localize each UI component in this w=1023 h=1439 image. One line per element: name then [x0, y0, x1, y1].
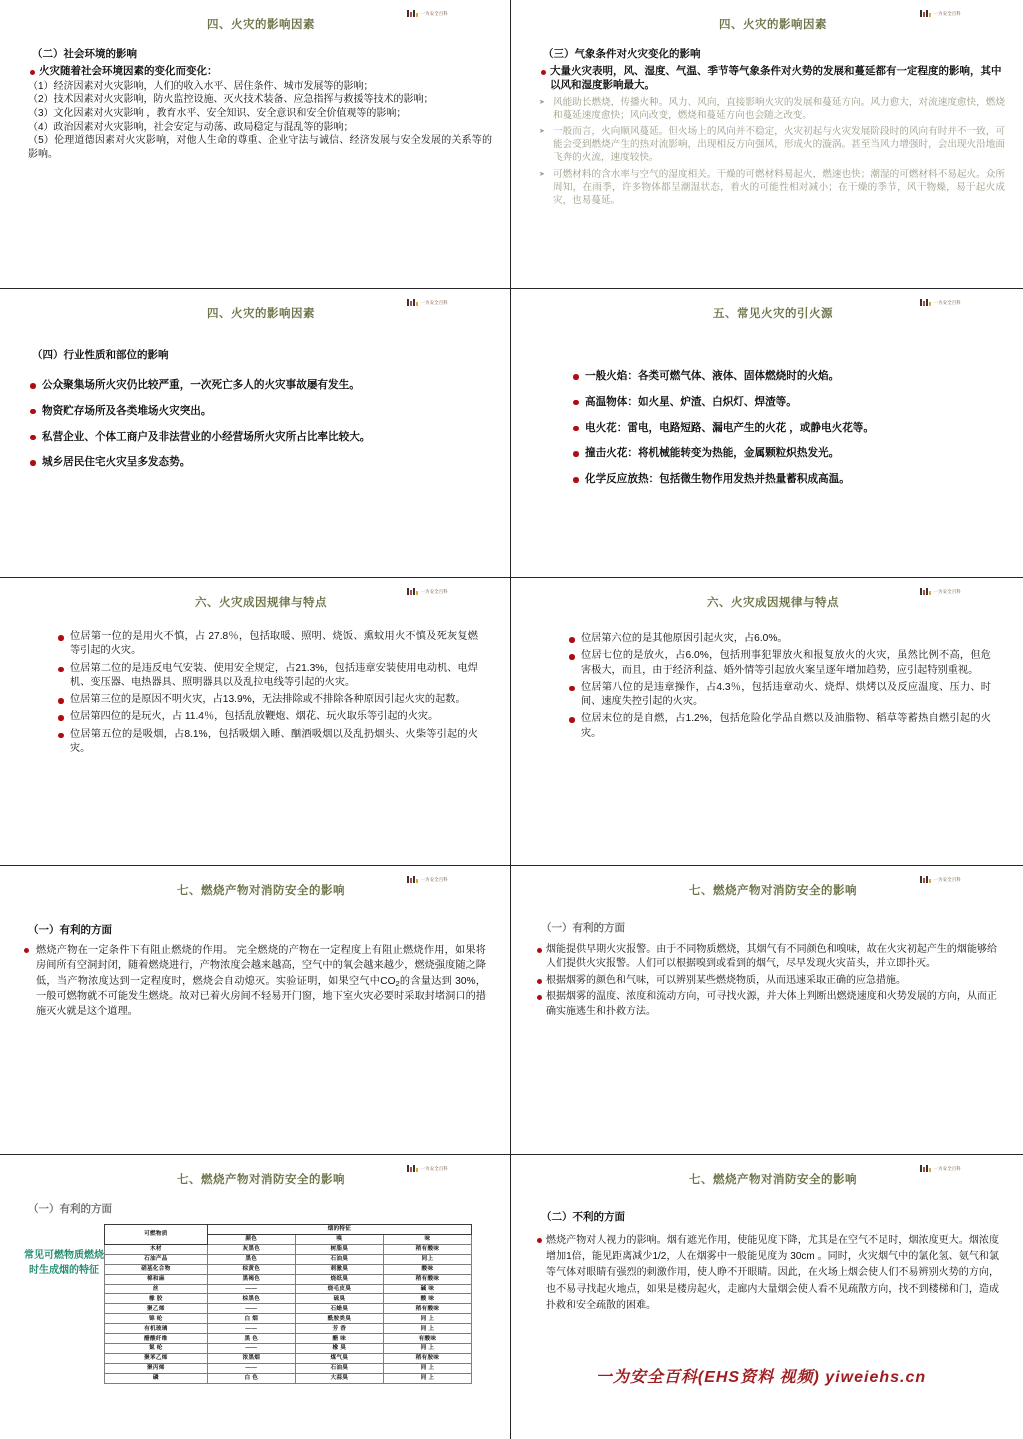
list-item: 位居第六位的是其他原因引起火灾，占6.0%。	[567, 632, 991, 646]
slide-body	[10, 46, 500, 161]
brand-logo	[920, 1165, 961, 1172]
slide-title: 七、燃烧产物对消防安全的影响	[177, 1174, 345, 1186]
list-item: 电火花：雷电，电路短路、漏电产生的火花 ，或静电火花等。	[571, 421, 989, 436]
table-cell: ——	[207, 1304, 295, 1314]
paragraph-part-2: 的含量达到 30%，一般可燃物就不可能发生燃烧。故对已着火房间不轻易开门窗，地下室火灾必要时采取封堵洞口的措施灭火就是这个道理。	[36, 975, 486, 1018]
table-row	[105, 1254, 472, 1264]
table-cell: 棉和麻	[105, 1274, 208, 1284]
list-item: 公众聚集场所火灾仍比较严重，一次死亡多人的火灾事故屡有发生。	[28, 378, 492, 393]
brand-logo	[920, 10, 961, 17]
slide-title: 五、常见火灾的引火源	[713, 308, 833, 320]
table-cell: 烧毛皮臭	[295, 1284, 383, 1294]
slide-4	[511, 289, 1023, 578]
table-cell: 木材	[105, 1244, 208, 1254]
slide-body	[10, 347, 500, 470]
list-item: 位居第一位的是用火不慎，占 27.8％，包括取暖、照明、烧饭、熏蚊用火不慎及死灰复燃等引起的火灾。	[56, 630, 478, 659]
slide-1	[0, 0, 511, 289]
list-item: 一般火焰：各类可燃气体、液体、固体燃烧时的火焰。	[571, 369, 989, 384]
logo-mark-icon	[407, 299, 418, 306]
slide-body	[521, 46, 1013, 207]
list-item: 撞击火花：将机械能转变为热能，金属颗粒炽热发光。	[571, 446, 989, 461]
logo-label: 一为安全百科	[420, 876, 448, 882]
body-paragraph: （1）经济因素对火灾影响，人们的收入水平、居住条件、城市发展等的影响；	[28, 80, 374, 92]
slide-7	[0, 866, 511, 1155]
table-cell: ——	[207, 1324, 295, 1334]
table-header-cell: 嗅	[295, 1234, 383, 1244]
table-header-cell: 味	[383, 1234, 471, 1244]
table-cell: 橡 臭	[295, 1344, 383, 1354]
section-subheading: （二）不利的方面	[541, 1211, 625, 1223]
slide-body	[521, 920, 1013, 1019]
bullet-list	[567, 632, 991, 741]
table-cell: 同上	[383, 1254, 471, 1264]
table-cell: 有酸味	[383, 1334, 471, 1344]
table-cell: 棕黑色	[207, 1294, 295, 1304]
logo-mark-icon	[920, 10, 931, 17]
list-item: 位居末位的是自燃，占1.2%，包括危险化学品自燃以及油脂物、稻草等蓄热自燃引起的火灾。	[567, 712, 991, 741]
logo-mark-icon	[407, 876, 418, 883]
table-cell: 酸 味	[383, 1294, 471, 1304]
logo-mark-icon	[407, 1165, 418, 1172]
table-row	[105, 1244, 472, 1254]
list-item: 位居第五位的是吸烟，占8.1%，包括吸烟入睡、酗酒吸烟以及乱扔烟头、火柴等引起的火灾。	[56, 728, 478, 757]
table-cell: 稍有胺味	[383, 1353, 471, 1363]
table-cell: 同 上	[383, 1314, 471, 1324]
list-item: 位居第八位的是违章操作，占4.3％，包括违章动火、烧焊、烘烤以及反应温度、压力、时间、速度失控引起的火灾。	[567, 681, 991, 710]
table-cell: 有机玻璃	[105, 1324, 208, 1334]
section-subheading: （二）社会环境的影响	[32, 48, 137, 60]
list-item: 位居第四位的是玩火，占 11.4％，包括乱放鞭炮、烟花、玩火取乐等引起的火灾。	[56, 710, 478, 724]
table-cell: 刺激臭	[295, 1264, 383, 1274]
list-item: 位居第二位的是违反电气安装、使用安全规定，占21.3%，包括违章安装使用电动机、电焊机、变压器、电热器具、照明器具以及乱拉电线等引起的火灾。	[56, 662, 478, 691]
bullet-list	[28, 378, 492, 470]
table-cell: 同 上	[383, 1363, 471, 1373]
table-cell: 橡 胶	[105, 1294, 208, 1304]
logo-label: 一为安全百科	[933, 10, 961, 16]
list-item: 私营企业、个体工商户及非法营业的小经营场所火灾所占比率比较大。	[28, 430, 492, 445]
section-subheading: （四）行业性质和部位的影响	[32, 349, 169, 361]
table-cell: ——	[207, 1344, 295, 1354]
slide-body	[521, 1209, 1013, 1314]
table-cell: 灰黑色	[207, 1244, 295, 1254]
list-item: ➤ 风能助长燃烧，传播火种。风力、风向，直接影响火灾的发展和蔓延方向。风力愈大，对流速度愈快，燃烧和蔓延速度愈快；风向改变，燃烧和蔓延方向也会随之改变。	[539, 97, 1005, 123]
list-item: 化学反应放热：包括微生物作用发热并热量蓄积成高温。	[571, 472, 989, 487]
table-cell: 硝基化合物	[105, 1264, 208, 1274]
slide-6	[511, 578, 1023, 866]
table-row	[105, 1334, 472, 1344]
logo-label: 一为安全百科	[420, 10, 448, 16]
table-cell: 棕黄色	[207, 1264, 295, 1274]
logo-mark-icon	[920, 876, 931, 883]
table-cell: 氯 纶	[105, 1344, 208, 1354]
logo-label: 一为安全百科	[420, 1165, 448, 1171]
logo-mark-icon	[920, 1165, 931, 1172]
table-cell: 树脂臭	[295, 1244, 383, 1254]
slide-5	[0, 578, 511, 866]
brand-logo	[920, 588, 961, 595]
section-subheading: （一）有利的方面	[28, 924, 112, 936]
body-paragraph: （5）伦理道德因素对火灾影响，对他人生命的尊重、企业守法与诚信、经济发展与安全发展的关系等的影响。	[28, 135, 492, 160]
table-cell: 稍有酸味	[383, 1274, 471, 1284]
slide-8	[511, 866, 1023, 1155]
table-cell: 浓黑烟	[207, 1353, 295, 1363]
body-paragraph: （4）政治因素对火灾影响，社会安定与动荡、政局稳定与混乱等的影响；	[28, 121, 354, 133]
slide-title: 六、火灾成因规律与特点	[195, 597, 327, 609]
site-watermark: 一为安全百科(EHS资料 视频) yiweiehs.cn	[595, 1369, 927, 1386]
list-item: 物资贮存场所及各类堆场火灾突出。	[28, 404, 492, 419]
co2-formula: $CO_2$	[380, 975, 400, 988]
logo-mark-icon	[920, 588, 931, 595]
bullet-list	[571, 369, 989, 487]
slide-title: 四、火灾的影响因素	[207, 308, 315, 320]
brand-logo	[407, 10, 448, 17]
body-paragraph: （3）文化因素对火灾影响 ，教育水平、安全知识、安全意识和安全价值观等的影响；	[28, 108, 407, 120]
brand-logo	[920, 299, 961, 306]
list-item: 高温物体：如火星、炉渣、白炽灯、焊渣等。	[571, 395, 989, 410]
slide-9	[0, 1155, 511, 1439]
table-cell: 酰胺类臭	[295, 1314, 383, 1324]
table-cell: 醋 味	[295, 1334, 383, 1344]
logo-mark-icon	[407, 588, 418, 595]
table-row	[105, 1294, 472, 1304]
slide-10	[511, 1155, 1023, 1439]
table-row	[105, 1344, 472, 1354]
table-cell: ——	[207, 1363, 295, 1373]
table-row	[105, 1264, 472, 1274]
logo-label: 一为安全百科	[420, 588, 448, 594]
table-cell: ——	[207, 1284, 295, 1294]
body-paragraph	[24, 943, 486, 1019]
slide-title: 四、火灾的影响因素	[207, 19, 315, 31]
table-cell: 石油产品	[105, 1254, 208, 1264]
list-item: 位居第三位的是原因不明火灾，占13.9%，无法排除或不排除各种原因引起火灾的起数。	[56, 693, 478, 707]
logo-label: 一为安全百科	[933, 299, 961, 305]
slide-2	[511, 0, 1023, 289]
section-subheading: （三）气象条件对火灾变化的影响	[543, 48, 701, 60]
body-paragraph: 根据烟雾的颜色和气味，可以辨别某些燃烧物质，从而迅速采取正确的应急措施。	[537, 974, 997, 988]
list-item: ➤ 可燃材料的含水率与空气的湿度相关。干燥的可燃材料易起火，燃速也快；潮湿的可燃材料不易起火。众所周知，在雨季，许多物体都呈潮湿状态，着火的可能性相对减小；在干燥的季节，风干物燥，易于起火成灾，也易蔓延。	[539, 169, 1005, 208]
brand-logo	[920, 876, 961, 883]
logo-label: 一为安全百科	[933, 1165, 961, 1171]
list-item: ➤ 一般而言，火向顺风蔓延。但火场上的风向并不稳定，火灾初起与火灾发展阶段时的风向有时并不一致，可能会受到燃烧产生的热对流影响，出现相反方向强风，形成火的漩涡。甚至当风力增强时，会出现火沿地面飞奔的火流，速度较快。	[539, 126, 1005, 165]
body-paragraph: 烟能提供早期火灾报警。由于不同物质燃烧，其烟气有不同颜色和嗅味，故在火灾初起产生的烟能够给人们提供火灾报警。人们可以根据嗅到或看到的烟气，尽早发现火灾苗头，并立即扑灭。	[537, 943, 997, 972]
table-cell: 碱 味	[383, 1284, 471, 1294]
brand-logo	[407, 1165, 448, 1172]
table-cell: 石蜡臭	[295, 1304, 383, 1314]
brand-logo	[407, 588, 448, 595]
section-subheading: （一）有利的方面	[541, 922, 625, 934]
table-row	[105, 1363, 472, 1373]
table-cell: 同 上	[383, 1373, 471, 1383]
slide-3	[0, 289, 511, 578]
smoke-characteristics-table	[104, 1224, 472, 1384]
table-cell: 稍有酸味	[383, 1244, 471, 1254]
table-header-cell: 颜色	[207, 1234, 295, 1244]
table-row	[105, 1284, 472, 1294]
table-cell: 黑褐色	[207, 1274, 295, 1284]
slide-body	[10, 630, 500, 756]
table-cell: 白 色	[207, 1373, 295, 1383]
list-item: 位居七位的是放火，占6.0%，包括刑事犯罪放火和报复放火的火灾，虽然比例不高，但危害极大，而且，由于经济利益、婚外情等引起放火案呈逐年增加趋势，应引起特别重视。	[567, 649, 991, 678]
table-cell: 锦 纶	[105, 1314, 208, 1324]
table-row	[105, 1304, 472, 1314]
table-cell: 同 上	[383, 1344, 471, 1354]
brand-logo	[407, 299, 448, 306]
table-row	[105, 1314, 472, 1324]
section-subheading: （一）有利的方面	[28, 1203, 112, 1215]
slide-body	[10, 922, 500, 1019]
logo-label: 一为安全百科	[933, 588, 961, 594]
table-section	[24, 1224, 494, 1384]
table-cell: 磷	[105, 1373, 208, 1383]
brand-logo	[407, 876, 448, 883]
lead-statement: 大量火灾表明，风、湿度、气温、季节等气象条件对火势的发展和蔓延都有一定程度的影响，其中以风和湿度影响最大。	[539, 65, 1005, 93]
table-cell: 白 烟	[207, 1314, 295, 1324]
slide-title: 四、火灾的影响因素	[719, 19, 827, 31]
bullet-list	[56, 630, 478, 756]
slide-body	[521, 632, 1013, 741]
slide-title: 六、火灾成因规律与特点	[707, 597, 839, 609]
table-cell: 芳 香	[295, 1324, 383, 1334]
body-paragraph: （2）技术因素对火灾影响，防火监控设施、灭火技术装备、应急指挥与救援等技术的影响；	[28, 94, 434, 106]
table-cell: 聚乙烯	[105, 1304, 208, 1314]
slide-title: 七、燃烧产物对消防安全的影响	[177, 885, 345, 897]
lead-statement: 火灾随着社会环境因素的变化而变化：	[28, 65, 492, 79]
table-cell: 黑 色	[207, 1334, 295, 1344]
table-cell: 石油臭	[295, 1363, 383, 1373]
table-header-row	[105, 1225, 472, 1235]
logo-mark-icon	[920, 299, 931, 306]
table-cell: 同 上	[383, 1324, 471, 1334]
table-group-header-cell: 烟的特征	[207, 1225, 471, 1235]
table-cell: 醋酸纤维	[105, 1334, 208, 1344]
body-paragraph: 根据烟雾的温度、浓度和流动方向，可寻找火源，并大体上判断出燃烧速度和火势发展的方向，从而正确实施逃生和扑救方法。	[537, 990, 997, 1019]
table-cell: 石油臭	[295, 1254, 383, 1264]
table-cell: 聚苯乙烯	[105, 1353, 208, 1363]
logo-label: 一为安全百科	[933, 876, 961, 882]
table-row	[105, 1373, 472, 1383]
table-cell: 稍有酸味	[383, 1304, 471, 1314]
slide-body	[521, 369, 1013, 487]
table-row	[105, 1324, 472, 1334]
slide-body	[10, 1201, 500, 1384]
table-cell: 硫臭	[295, 1294, 383, 1304]
table-cell: 聚丙烯	[105, 1363, 208, 1373]
slide-title: 七、燃烧产物对消防安全的影响	[689, 885, 857, 897]
paragraph-part-1: 燃烧产物在一定条件下有阻止燃烧的作用。 完全燃烧的产物在一定程度上有阻止燃烧作用，如果将房间所有空洞封闭，随着燃烧进行，产物浓度会越来越高，空气中的氧会越来越少，燃烧强度随之降低，当产物浓度达到一定程度时，燃烧会自动熄灭。实验证明，如果空气中	[36, 945, 486, 987]
table-cell: 丝	[105, 1284, 208, 1294]
table-row	[105, 1274, 472, 1284]
table-row	[105, 1353, 472, 1363]
arrow-bullet-list	[539, 97, 1005, 208]
table-header-cell: 可燃物质	[105, 1225, 208, 1245]
slide-title: 七、燃烧产物对消防安全的影响	[689, 1174, 857, 1186]
body-paragraph: 燃烧产物对人视力的影响。烟有遮光作用，使能见度下降，尤其是在空气不足时，烟浓度更大。烟浓度增加1倍，能见距离减少1/2，人在烟雾中一般能见度为 30cm 。同时，火灾烟气中的氯化氢、氨气和氯等气体对眼睛有强烈的刺激作用，使人睁不开眼睛。因此，在火场上烟会使人们不易辨别火势的方向，也不易寻找起火地点，如果是楼房起火，走廊内大量烟会使人看不见疏散方向，找不到楼梯和门，造成扑救和安全疏散的困难。	[537, 1233, 999, 1314]
table-cell: 酸味	[383, 1264, 471, 1274]
table-cell: 大蒜臭	[295, 1373, 383, 1383]
table-cell: 煤气臭	[295, 1353, 383, 1363]
table-cell: 黑色	[207, 1254, 295, 1264]
list-item: 城乡居民住宅火灾呈多发态势。	[28, 455, 492, 470]
table-caption: 常见可燃物质燃烧时生成烟的特征	[24, 1250, 104, 1276]
logo-label: 一为安全百科	[420, 299, 448, 305]
table-cell: 烧纸臭	[295, 1274, 383, 1284]
logo-mark-icon	[407, 10, 418, 17]
